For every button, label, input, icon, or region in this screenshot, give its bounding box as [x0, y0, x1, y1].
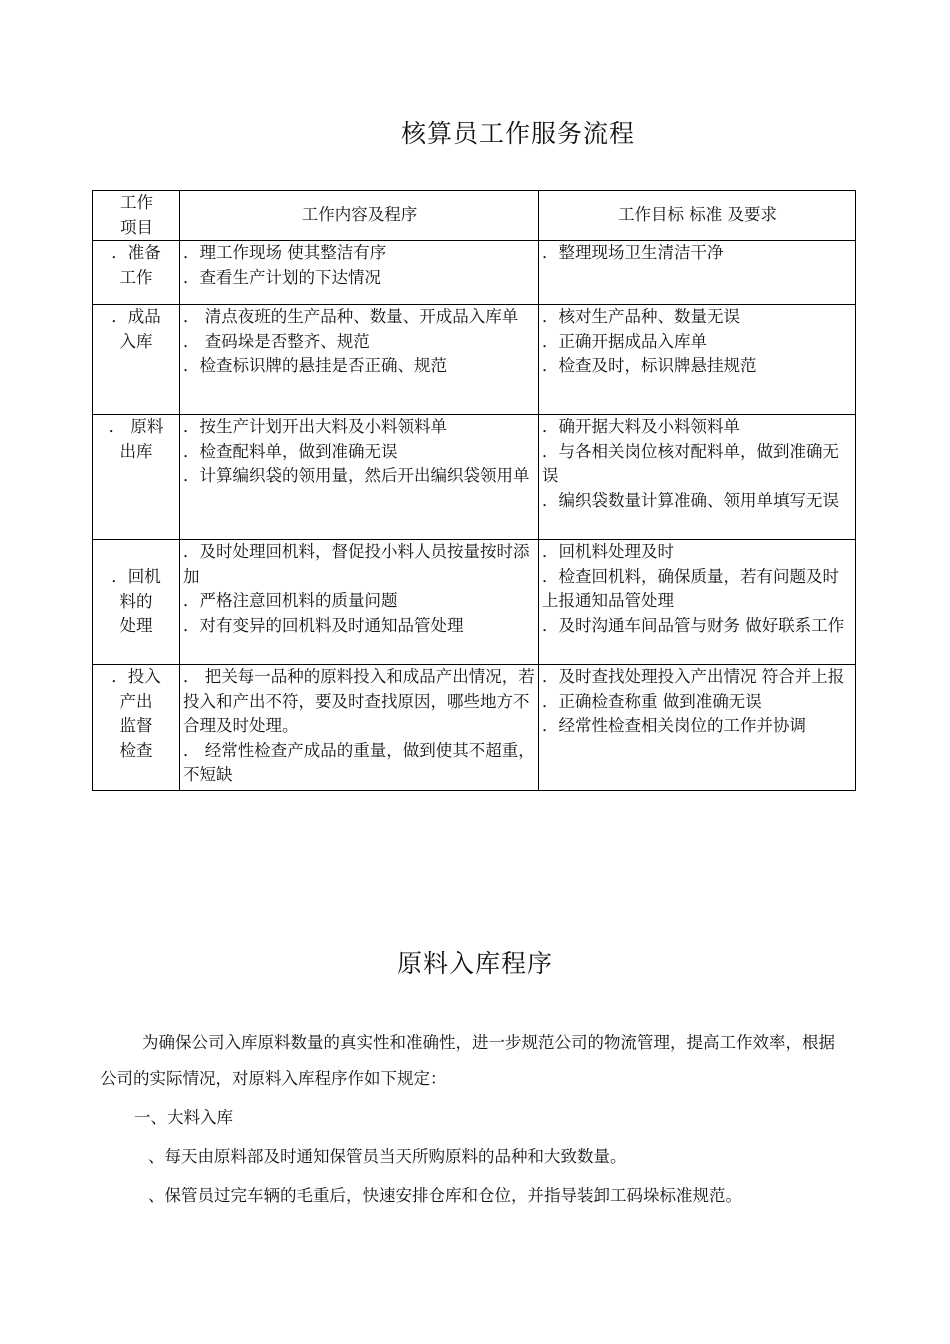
- table-header-row: [93, 191, 856, 241]
- row-item: ．回机 料的 处理: [93, 540, 180, 665]
- row-content: ． 清点夜班的生产品种、数量、开成品入库单 ． 查码垛是否整齐、规范 ．检查标识牌的悬挂是否正确、规范: [180, 305, 539, 415]
- row-content: ．及时处理回机料，督促投小料人员按量按时添加 ．严格注意回机料的质量问题 ．对有变异的回机料及时通知品管处理: [180, 540, 539, 665]
- table-row: [93, 415, 856, 540]
- row-content: ．理工作现场 使其整洁有序 ．查看生产计划的下达情况: [180, 241, 539, 305]
- workflow-table: [92, 190, 856, 791]
- row-target: ．及时查找处理投入产出情况 符合并上报 ．正确检查称重 做到准确无误 ．经常性检查相关岗位的工作并协调: [539, 665, 856, 791]
- table-row: [93, 241, 856, 305]
- section-heading: 一、大料入库: [134, 1108, 233, 1127]
- page-title: 核算员工作服务流程: [400, 119, 635, 148]
- row-target: ．核对生产品种、数量无误 ．正确开据成品入库单 ．检查及时，标识牌悬挂规范: [539, 305, 856, 415]
- header-content: 工作内容及程序: [180, 191, 539, 241]
- intro-paragraph: 为确保公司入库原料数量的真实性和准确性，进一步规范公司的物流管理，提高工作效率，根据公司的实际情况，对原料入库程序作如下规定：: [100, 1033, 835, 1088]
- section-title: 原料入库程序: [396, 949, 553, 978]
- step-item: 、保管员过完车辆的毛重后，快速安排仓库和仓位，并指导装卸工码垛标准规范。: [148, 1186, 742, 1205]
- table-row: [93, 665, 856, 791]
- row-target: ．确开据大料及小料领料单 ．与各相关岗位核对配料单，做到准确无误 ．编织袋数量计算准确、领用单填写无误: [539, 415, 856, 540]
- row-content: ． 把关每一品种的原料投入和成品产出情况，若投入和产出不符，要及时查找原因，哪些地方不合理及时处理。 ． 经常性检查产成品的重量，做到使其不超重，不短缺: [180, 665, 539, 791]
- table-row: [93, 540, 856, 665]
- row-target: ．整理现场卫生清洁干净: [539, 241, 856, 305]
- row-item: ．准备 工作: [93, 241, 180, 305]
- table-row: [93, 305, 856, 415]
- row-item: ． 原料 出库: [93, 415, 180, 540]
- row-target: ．回机料处理及时 ．检查回机料，确保质量，若有问题及时上报通知品管处理 ．及时沟通车间品管与财务 做好联系工作: [539, 540, 856, 665]
- row-content: ．按生产计划开出大料及小料领料单 ．检查配料单，做到准确无误 ．计算编织袋的领用量，然后开出编织袋领用单: [180, 415, 539, 540]
- row-item: ．投入 产出 监督 检查: [93, 665, 180, 791]
- step-item: 、每天由原料部及时通知保管员当天所购原料的品种和大致数量。: [148, 1147, 627, 1166]
- row-item: ．成品 入库: [93, 305, 180, 415]
- header-target: 工作目标 标准 及要求: [539, 191, 856, 241]
- header-item: 工作 项目: [93, 191, 180, 241]
